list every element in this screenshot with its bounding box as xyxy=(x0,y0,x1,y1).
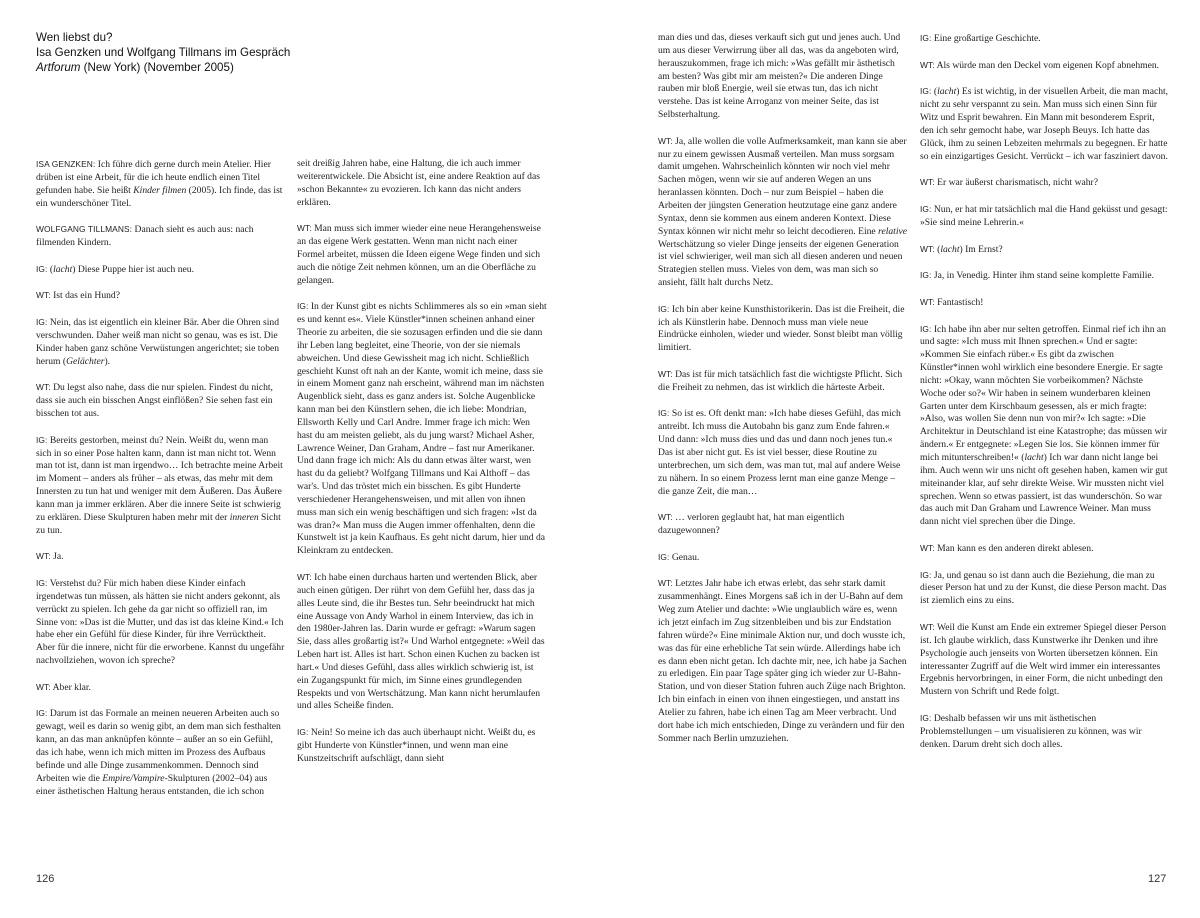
interview-paragraph xyxy=(920,621,1170,699)
interview-paragraph xyxy=(36,550,286,564)
paragraph-text: Aber klar. xyxy=(50,681,91,693)
interview-paragraph xyxy=(36,577,286,668)
paragraph-text: … verloren geglaubt hat, hat man eigentlich dazugewonnen? xyxy=(658,512,845,537)
paragraph-text: Genau. xyxy=(669,551,700,563)
paragraph-text: Verstehst du? Für mich haben diese Kinder einfach irgendetwas tun müssen, als hätten sie nicht anders gekonnt, als verrückt zu spielen. Ich gehe da gar nicht so offiziell ran, im Sinne von: »Das ist die Mutter, und das ist das kleine Kind.« Ich habe eher ein Gefühl für diese Kinder, für ihre Verrücktheit. Aber für die innere, nicht für die erworbene. Kannst du ungefähr nachvollziehen, wovon ich spreche? xyxy=(36,578,285,667)
source-details: (New York) (November 2005) xyxy=(80,61,234,74)
speaker-label: WT: xyxy=(920,542,935,553)
paragraph-text: Ja. xyxy=(50,551,64,563)
paragraph-text: seit dreißig Jahren habe, eine Haltung, die ich auch immer weiterentwickele. Die Absicht ist, eine andere Reaktion auf das »schon Bekannte« zu evozieren. Ich kann das nicht anders erklären. xyxy=(297,158,540,208)
paragraph-text: Ich habe ihn aber nur selten getroffen. Einmal rief ich ihn an und sagte: »Ich muss mit Ihnen sprechen.« Und er sagte: »Kommen Sie einfach rüber.« Es gibt da zwischen Künstler*innen wohl wirklich eine besondere Energie. Er sagte nicht: »Okay, wann möchten Sie vorbeikommen? Nächste Woche oder so?« Wir haben in seinem wunderbaren kleinen Garten unter dem Kirschbaum gesessen, als er mich fragte: »Also, was wollen Sie denn nun von mir?« Ich sagte: »Die Architektur in Deutschland ist eine Katastrophe; das müssen wir ändern.« Er entgegnete: »Legen Sie los. Sie können immer für mich mitunterschreiben!« ( xyxy=(920,323,1168,463)
paragraph-text: ). xyxy=(104,355,111,367)
paragraph-text: Wertschätzung so vieler Dinge jenseits der eigenen Generation ist viel schwieriger, weil man sich all diesen anderen und neuen Strategien stellen muss. Vieles von dem, was man sich so ansieht, fällt halt durchs Netz. xyxy=(658,238,903,289)
paragraph-text: Ja, in Venedig. Hinter ihm stand seine komplette Familie. xyxy=(931,270,1155,282)
paragraph-text: ( xyxy=(931,86,938,98)
speaker-label: IG: xyxy=(920,323,932,334)
speaker-label: IG: xyxy=(920,270,932,281)
speaker-label: WT: xyxy=(658,135,673,146)
interview-paragraph xyxy=(920,296,1170,310)
speaker-label: IG: xyxy=(920,203,932,214)
interview-paragraph xyxy=(658,135,908,290)
paragraph-text: Ja, und genau so ist dann auch die Beziehung, die man zu dieser Person hat und zu der Kunst, die diese Person macht. Das ist ziemlich eins zu eins. xyxy=(920,569,1167,607)
interview-paragraph xyxy=(920,542,1170,556)
interview-paragraph xyxy=(920,323,1170,530)
speaker-label: WT: xyxy=(920,621,935,632)
source-publication: Artforum xyxy=(36,61,81,74)
italic-text: inneren xyxy=(229,511,259,523)
speaker-label: WT: xyxy=(36,681,51,692)
paragraph-text: Ich habe einen durchaus harten und wertenden Blick, aber auch einen gütigen. Der rührt von dem Gefühl her, dass das ja alles Leute sind, die ihr Bestes tun. Sehr beeindruckt hat mich eine Aussage von Andy Warhol in einem Interview, das ich in den 1980er-Jahren las. Darin wurde er gefragt: »Warum sagen Sie, dass alles großartig ist?« Und Warhol entgegnete: »Weil das Leben hart ist. Alles ist hart. Schon einen Kuchen zu backen ist hart.« Und dieses Gefühl, dass alles wirklich schwierig ist, ist ein Zugangspunkt für mich, im Sinne eines grundlegenden Respekts und von Wertschätzung. Man kann nicht herumlaufen und alles Scheiße finden. xyxy=(297,572,545,712)
interview-paragraph xyxy=(920,176,1170,190)
interview-paragraph xyxy=(36,263,286,277)
speaker-label: WT: xyxy=(658,512,673,523)
interview-paragraph xyxy=(920,85,1170,163)
speaker-label: IG: xyxy=(36,263,48,274)
paragraph-text: ) Diese Puppe hier ist auch neu. xyxy=(72,263,195,275)
speaker-label: IG: xyxy=(297,301,309,312)
article-subtitle: Isa Genzken und Wolfgang Tillmans im Gespräch xyxy=(36,46,291,59)
speaker-label: IG: xyxy=(36,317,48,328)
speaker-label: WT: xyxy=(920,59,935,70)
italic-text: Empire/Vampire xyxy=(102,772,165,784)
italic-text: lacht xyxy=(940,243,960,255)
paragraph-text: Deshalb befassen wir uns mit ästhetischen Problemstellungen – um visualisieren zu können, was wir denken. Darum dreht sich doch alles. xyxy=(920,712,1142,750)
interview-paragraph xyxy=(920,59,1170,73)
paragraph-text: In der Kunst gibt es nichts Schlimmeres als so ein »man sieht es und kennt es«. Viele Künstler*innen scheinen anhand einer Theorie zu arbeiten, die sie sozusagen erfinden und die sie dann ihr Leben lang begleitet, eine Theorie, von der sie niemals abweichen. Und diese Gewissheit mag ich nicht. Schließlich geschieht Kunst oft nah an der Kante, womit ich meine, dass sie in einem Moment ganz nah erscheint, während man im nächsten Augenblick sieht, dass es ganz anders ist. Solche Augenblicke kann man bei den Künstlern sehen, die ich liebe: Mondrian, Ellsworth Kelly und Carl Andre. Immer frage ich mich: Wen hast du am meisten geliebt, als du jung warst? Michael Asher, Lawrence Weiner, Dan Graham, Andre – fast nur Amerikaner. Und dann frage ich mich: Als du dann etwas älter warst, wen hast du da geliebt? Wolfgang Tillmans und Kai Althoff – das war's. Und das tröstet mich ein bisschen. Es gibt Hunderte verschiedener Herangehensweisen, und mit allen von ihnen muss man sich ein wenig beschäftigen und sich fragen: »Ist da was dran?« Man muss die Augen immer offenhalten, denn die Kunstwelt ist ja kein Kaufhaus. Es geht nicht darum, hier und da Kleinkram zu entdecken. xyxy=(297,301,547,557)
speaker-label: IG: xyxy=(36,708,48,719)
speaker-label: IG: xyxy=(920,712,932,723)
italic-text: lacht xyxy=(53,263,73,275)
interview-paragraph xyxy=(658,303,908,355)
speaker-label: IG: xyxy=(658,408,670,419)
paragraph-text: Ja, alle wollen die volle Aufmerksamkeit, man kann sie aber nur zu einem gewissen Ausmaß verteilen. Man muss sorgsam damit umgehen. Wahrscheinlich könnten wir noch viel mehr Sachen mögen, wenn wir sie auf anderen Wegen an uns heranlassen könnten. Doch – nur zum Beispiel – haben die Arbeiten der jüngsten Generation heutzutage eine ganz andere Syntax, denn sie kommen aus einem anderen Kontext. Diese Syntax können wir nicht mehr so leicht decodieren. Eine xyxy=(658,135,907,237)
interview-paragraph xyxy=(297,300,547,558)
interview-paragraph xyxy=(36,707,286,798)
speaker-label: WT: xyxy=(658,368,673,379)
speaker-label: WT: xyxy=(297,223,312,234)
interview-paragraph xyxy=(36,316,286,368)
paragraph-text: (2005). Ich finde, das ist ein wunderschöner Titel. xyxy=(36,184,283,209)
interview-paragraph xyxy=(297,726,547,766)
interview-paragraph xyxy=(36,381,286,421)
interview-paragraph xyxy=(658,407,908,498)
speaker-label: IG: xyxy=(36,578,48,588)
speaker-label: WT: xyxy=(36,382,51,393)
paragraph-text: Weil die Kunst am Ende ein extremer Spiegel dieser Person ist. Ich glaube wirklich, dass Kunstwerke ihr Denken und ihre Psychologie auch jenseits von Worten übersetzen können. Ein interessanter Zugriff auf die Welt wird immer ein interessantes Ergebnis hervorbringen, in einer Form, die nicht unbedingt den Mustern von Schrift und Rede folgt. xyxy=(920,621,1167,698)
speaker-label: WT: xyxy=(920,177,935,188)
speaker-label: WT: xyxy=(36,290,51,301)
paragraph-text: -Skulpturen (2002–04) aus einer ästhetischen Haltung heraus entstanden, die ich schon xyxy=(36,772,268,797)
interview-paragraph xyxy=(36,289,286,303)
paragraph-text: Ist das ein Hund? xyxy=(50,290,120,302)
article-title: Wen liebst du? xyxy=(36,31,113,44)
paragraph-text: Man kann es den anderen direkt ablesen. xyxy=(934,542,1094,554)
text-column-3 xyxy=(658,32,908,758)
paragraph-text: Fantastisch! xyxy=(934,296,984,308)
interview-paragraph xyxy=(920,569,1170,609)
interview-paragraph xyxy=(36,158,286,210)
speaker-label: IG: xyxy=(920,33,932,43)
text-column-1 xyxy=(36,158,286,811)
paragraph-text: Danach sieht es auch aus: nach filmenden Kindern. xyxy=(36,224,254,249)
speaker-label: WOLFGANG TILLMANS: xyxy=(36,224,133,235)
paragraph-text: Bereits gestorben, meinst du? Nein. Weißt du, wenn man sich in so einer Pose halten kann, dann ist man nicht tot. Wenn man tot ist, dann ist man irgendwo… Ich betrachte meine Arbeit im Moment – anders als früher – als etwas, das mehr mit dem Innersten zu tun hat und weniger mit dem Äußeren. Das Äußere kann man ja immer erklären. Aber die innere Seite ist schwierig zu erklären. Diese Skulpturen haben mehr mit der xyxy=(36,434,283,523)
speaker-label: IG: xyxy=(297,727,309,738)
interview-paragraph xyxy=(36,681,286,695)
paragraph-text: Eine großartige Geschichte. xyxy=(931,33,1041,44)
paragraph-text: Nein, das ist eigentlich ein kleiner Bär. Aber die Ohren sind verschwunden. Daher weiß man nicht so genau, was es ist. Die Kinder haben ganz schöne Verwüstungen angerichtet; sie toben herum ( xyxy=(36,317,280,367)
italic-text: Gelächter xyxy=(66,355,105,367)
italic-text: lacht xyxy=(1024,452,1044,463)
paragraph-text: Als würde man den Deckel vom eigenen Kopf abnehmen. xyxy=(934,59,1160,71)
interview-paragraph xyxy=(920,32,1170,46)
interview-paragraph xyxy=(297,158,547,209)
page-number-right: 127 xyxy=(1148,873,1167,885)
speaker-label: IG: xyxy=(920,569,932,580)
speaker-label: WT: xyxy=(297,572,312,582)
interview-paragraph xyxy=(297,222,547,287)
speaker-label: ISA GENZKEN: xyxy=(36,159,96,169)
interview-paragraph xyxy=(658,551,908,565)
interview-paragraph xyxy=(36,434,286,538)
interview-paragraph xyxy=(297,571,547,713)
speaker-label: WT: xyxy=(36,551,51,562)
speaker-label: IG: xyxy=(658,303,670,314)
interview-paragraph xyxy=(920,243,1170,257)
paragraph-text: Er war äußerst charismatisch, nicht wahr? xyxy=(934,177,1099,189)
paragraph-text: ( xyxy=(47,263,54,275)
paragraph-text: So ist es. Oft denkt man: »Ich habe dieses Gefühl, das mich antreibt. Ich muss die Autobahn bis ganz zum Ende fahren.« Und dann: »Ich muss dies und das und dann noch jenes tun.« Das ist aber nicht gut. Es ist viel besser, diese Routine zu unterbrechen, um sich dem, was man tut, mal auf andere Weise zu nähern. In so einem Prozess lernt man eine ganze Menge – die ganze Zeit, die man… xyxy=(658,408,901,497)
italic-text: Kinder filmen xyxy=(133,184,187,196)
paragraph-text: Ich bin aber keine Kunsthistorikerin. Das ist die Freiheit, die ich als Künstlerin habe. Dennoch muss man viele neue Eindrücke einholen, wieder und wieder. Sonst bleibt man völlig limitiert. xyxy=(658,303,905,354)
interview-paragraph xyxy=(658,577,908,745)
paragraph-text: Nein! So meine ich das auch überhaupt nicht. Weißt du, es gibt Hunderte von Künstler*innen, und wenn man eine Kunstzeitschrift aufschlägt, dann sieht xyxy=(297,727,536,764)
interview-paragraph xyxy=(658,368,908,395)
italic-text: relative xyxy=(878,225,908,237)
interview-paragraph xyxy=(658,511,908,538)
paragraph-text: Letztes Jahr habe ich etwas erlebt, das sehr stark damit zusammenhängt. Eines Morgens saß ich in der U-Bahn auf dem Weg zum Atelier und dachte: »Wie unglaublich wäre es, wenn ich jetzt einfach im Zug sitzenbleiben und bis zur Endstation fahren würde?« Eine minimale Aktion nur, und doch wusste ich, was das für eine erhebliche Tat sein würde. Allerdings habe ich es dann eben nicht getan. Ich dachte mir, nee, ich habe ja Sachen zu erledigen. Ein paar Tage später ging ich wieder zur U-Bahn-Station, und von dieser Station fuhren auch Züge nach Brighton. Ich bin einfach in einen von ihnen eingestiegen, und anstatt ins Atelier zu fahren, habe ich einen Tag am Meer verbracht. Und dort habe ich mich entschieden, Dinge zu verändern und für den Sommer nach Berlin umzuziehen. xyxy=(658,578,907,744)
speaker-label: WT: xyxy=(920,243,935,254)
paragraph-text: ) Im Ernst? xyxy=(959,243,1003,255)
article-source xyxy=(36,60,336,75)
speaker-label: IG: xyxy=(658,551,670,562)
speaker-label: IG: xyxy=(920,86,932,97)
paragraph-text: Nun, er hat mir tatsächlich mal die Hand geküsst und gesagt: »Sie sind meine Lehrerin.« xyxy=(920,203,1168,228)
interview-paragraph xyxy=(920,269,1170,283)
paragraph-text: Das ist für mich tatsächlich fast die wichtigste Pflicht. Sich die Freiheit zu nehmen, das ist wirklich die härteste Arbeit. xyxy=(658,368,903,393)
right-page xyxy=(600,0,1200,918)
text-column-2 xyxy=(297,158,547,779)
paragraph-text: ( xyxy=(934,243,941,255)
paragraph-text: man dies und das, dieses verkauft sich gut und jenes auch. Und um aus dieser Verwirrung über all das, was da angeboten wird, herauszukommen, frage ich mich: »Was gefällt mir ästhetisch am besten? Was gibt mir am meisten?« Die anderen Dinge rauben mir bloß Energie, weil sie etwas tun, das ich nicht verstehe. Das ist keine Arroganz von meiner Seite, das ist Selbsterhaltung. xyxy=(658,32,901,121)
paragraph-text: Ich führe dich gerne durch mein Atelier. Hier drüben ist eine Arbeit, für die ich heute endlich einen Titel gefunden habe. Sie heißt xyxy=(36,159,271,196)
speaker-label: WT: xyxy=(658,578,673,589)
paragraph-text: Du legst also nahe, dass die nur spielen. Findest du nicht, dass sie auch ein bisschen Angst einflößen? Sie sehen fast ein bisschen tot aus. xyxy=(36,382,273,420)
page-number-left: 126 xyxy=(36,873,55,885)
paragraph-text: Sicht zu tun. xyxy=(36,511,281,536)
text-column-4 xyxy=(920,32,1170,764)
article-heading xyxy=(36,30,336,75)
speaker-label: IG: xyxy=(36,434,48,445)
paragraph-text: Man muss sich immer wieder eine neue Herangehensweise an das eigene Werk gestatten. Wenn man nicht nach einer Formel arbeitet, müssen die Ideen eigene Wege finden und sich auch die nötige Zeit nehmen können, um an die Oberfläche zu gelangen. xyxy=(297,223,541,286)
italic-text: lacht xyxy=(937,86,957,98)
interview-paragraph xyxy=(658,32,908,122)
interview-paragraph xyxy=(920,203,1170,230)
paragraph-text: Darum ist das Formale an meinen neueren Arbeiten auch so gewagt, weil es darin so wenig gibt, an dem man sich festhalten kann, an das man anknüpfen könnte – außer an so ein Gefühl, das ich habe, wenn ich mich mitten im Prozess des Aufbaus befinde und alle Dinge zusammenkommen. Dennoch sind Arbeiten wie die xyxy=(36,708,281,784)
paragraph-text: ) Ich war dann nicht lange bei ihm. Auch wenn wir uns nicht oft gesehen haben, kamen wir gut miteinander klar, auf sehr direkte Weise. Wir mussten nicht viel sprechen. Wenn so etwas passiert, ist das wunderschön. So war das auch mit Dan Graham und Lawrence Weiner. Man muss dann nicht viel sprechen über die Dinge. xyxy=(920,452,1168,528)
paragraph-text: ) Es ist wichtig, in der visuellen Arbeit, die man macht, nicht zu sehr verspannt zu sein. Man muss sich einen Sinn für Witz und Esprit bewahren. Ein Mann mit besonderem Esprit, den ich sehr gemocht habe, war Joseph Beuys. Ich hatte das Glück, ihm zu seinen Lebzeiten mehrmals zu begegnen. Er hatte so ein einzigartiges Gesicht. Verrückt – ich war fasziniert davon. xyxy=(920,86,1169,162)
interview-paragraph xyxy=(36,223,286,250)
interview-paragraph xyxy=(920,712,1170,752)
speaker-label: WT: xyxy=(920,296,935,307)
